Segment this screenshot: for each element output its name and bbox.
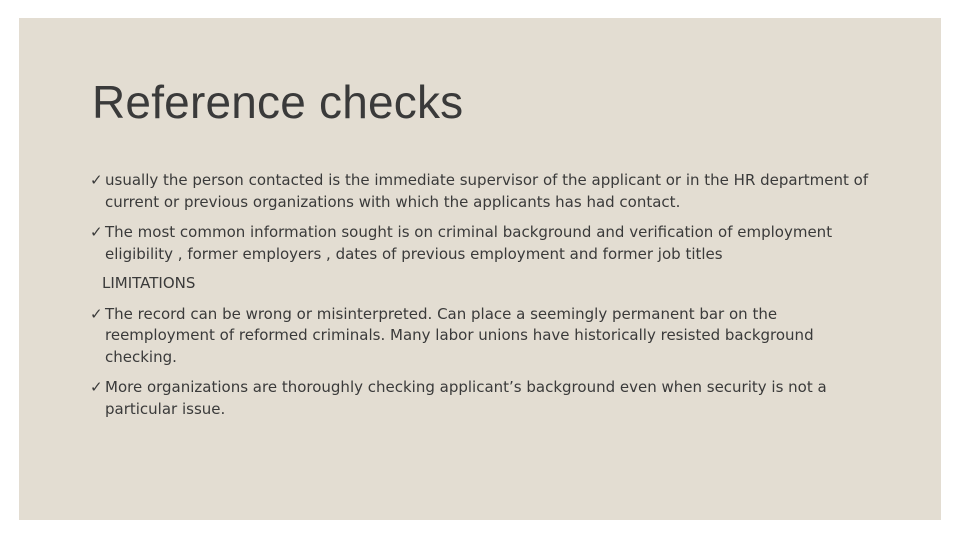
bullet-item [90,170,870,213]
limitations-heading: LIMITATIONS [102,274,196,292]
slide-title: Reference checks [92,76,464,128]
slide-body [90,170,870,429]
checkmark-icon: ✓ [90,171,103,189]
bullet-item [90,222,870,265]
bullet-item [90,377,870,420]
checkmark-icon: ✓ [90,378,103,396]
bullet-text: More organizations are thoroughly checking applicant’s background even when security is not a particular issue. [105,378,827,418]
bullet-text: usually the person contacted is the immediate supervisor of the applicant or in the HR department of current or previous organizations with which the applicants has had contact. [105,171,869,211]
bullet-item [90,304,870,369]
bullet-text: The record can be wrong or misinterpreted. Can place a seemingly permanent bar on the reemployment of reformed criminals. Many labor unions have historically resisted background checking. [105,304,814,366]
checkmark-icon: ✓ [90,223,103,241]
slide [19,18,941,520]
checkmark-icon: ✓ [90,304,103,323]
bullet-text: The most common information sought is on criminal background and verification of employment eligibility , former employers , dates of previous employment and former job titles [105,223,833,263]
